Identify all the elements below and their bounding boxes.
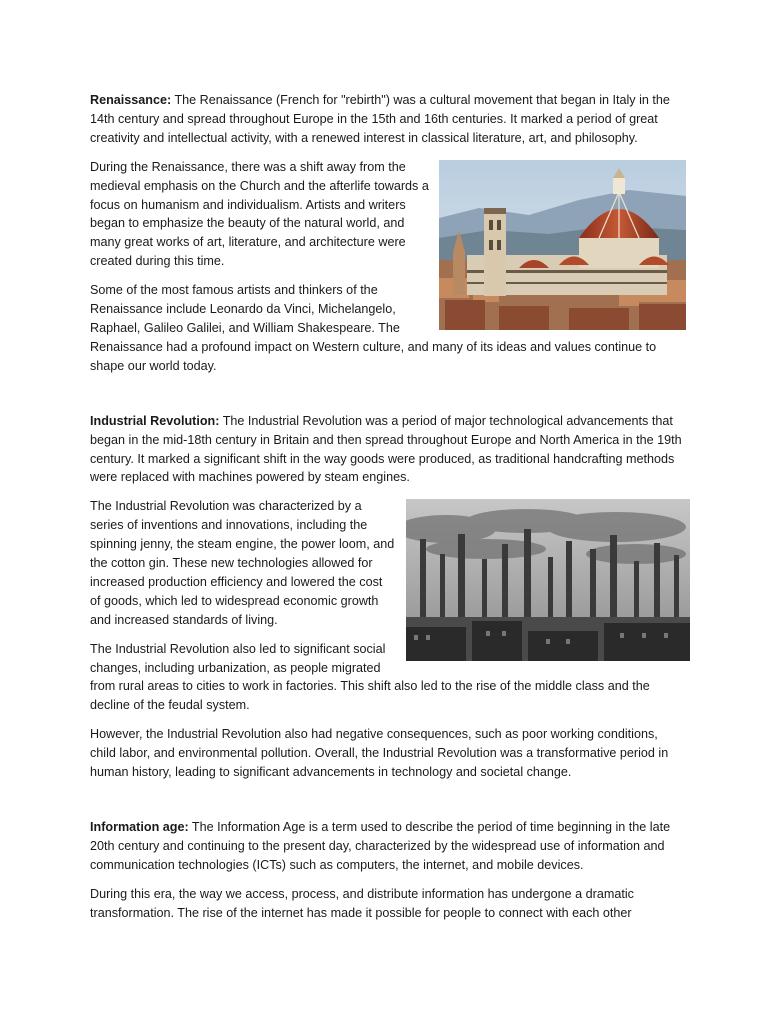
industrial-inventions-text: The Industrial Revolution was characterized by a series of inventions and innovations, including the spinning jenny, the steam engine, the power loom, and the cotton gin. These new technologies allowed for increased production efficiency and lowered the cost of goods, which led to widespread economic growth and increased standards of living.: [90, 499, 395, 627]
industrial-factories-image: [406, 499, 690, 661]
renaissance-heading: Renaissance:: [90, 93, 172, 107]
florence-cathedral-image: [439, 160, 686, 330]
renaissance-humanism-text: During the Renaissance, there was a shift away from the medieval emphasis on the Church and the afterlife towards a focus on humanism and individualism. Artists and writers began to emphasize the beauty of the natural world, and many great works of art, literature, and architecture were created during this time.: [90, 159, 429, 269]
information-heading: Information age:: [90, 820, 189, 834]
information-intro-text: The Information Age is a term used to describe the period of time beginning in the late 20th century and continuing to the present day, characterized by the widespread use of information and communication technologies (ICTs) such as computers, the internet, and mobile devices.: [90, 820, 671, 872]
industrial-intro-text: The Industrial Revolution was a period of major technological advancements that began in the mid-18th century in Britain and then spread throughout Europe and North America in the 19th century. It marked a significant shift in the way goods were produced, as traditional handcrafting methods were replaced with machines powered by steam engines.: [90, 413, 682, 485]
industrial-heading: Industrial Revolution:: [90, 413, 220, 428]
renaissance-humanism-paragraph: [90, 158, 682, 271]
industrial-social-paragraph: The Industrial Revolution also led to significant social changes, including urbanization, as people migrated from rural areas to cities to work in factories. This shift also led to the rise of the middle class and the decline of the feudal system.: [90, 641, 650, 713]
information-intro: [90, 818, 682, 875]
document-page: [90, 91, 682, 923]
industrial-intro: [90, 412, 682, 488]
renaissance-figures-paragraph: Some of the most famous artists and thinkers of the Renaissance include Leonardo da Vinci, Michelangelo, Raphael, Galileo Galilei, and William Shakespeare. The Renaissance had a profound impact on Western culture, and many of its ideas and values continue to shape our world today.: [90, 283, 657, 373]
industrial-inventions-paragraph: [90, 497, 682, 629]
industrial-consequences-paragraph: However, the Industrial Revolution also had negative consequences, such as poor working conditions, child labor, and environmental pollution. Overall, the Industrial Revolution was a transformative period in human history, leading to significant advancements in technology and societal change.: [90, 727, 669, 780]
information-transformation-paragraph: During this era, the way we access, process, and distribute information has undergone a dramatic transformation. The rise of the internet has made it possible for people to connect with each other: [90, 886, 634, 920]
renaissance-intro: [90, 91, 682, 148]
renaissance-intro-text: The Renaissance (French for "rebirth") was a cultural movement that began in Italy in the 14th century and spread throughout Europe in the 15th and 16th centuries. It marked a period of great creativity and intellectual activity, with a renewed interest in classical literature, art, and philosophy.: [90, 93, 670, 145]
